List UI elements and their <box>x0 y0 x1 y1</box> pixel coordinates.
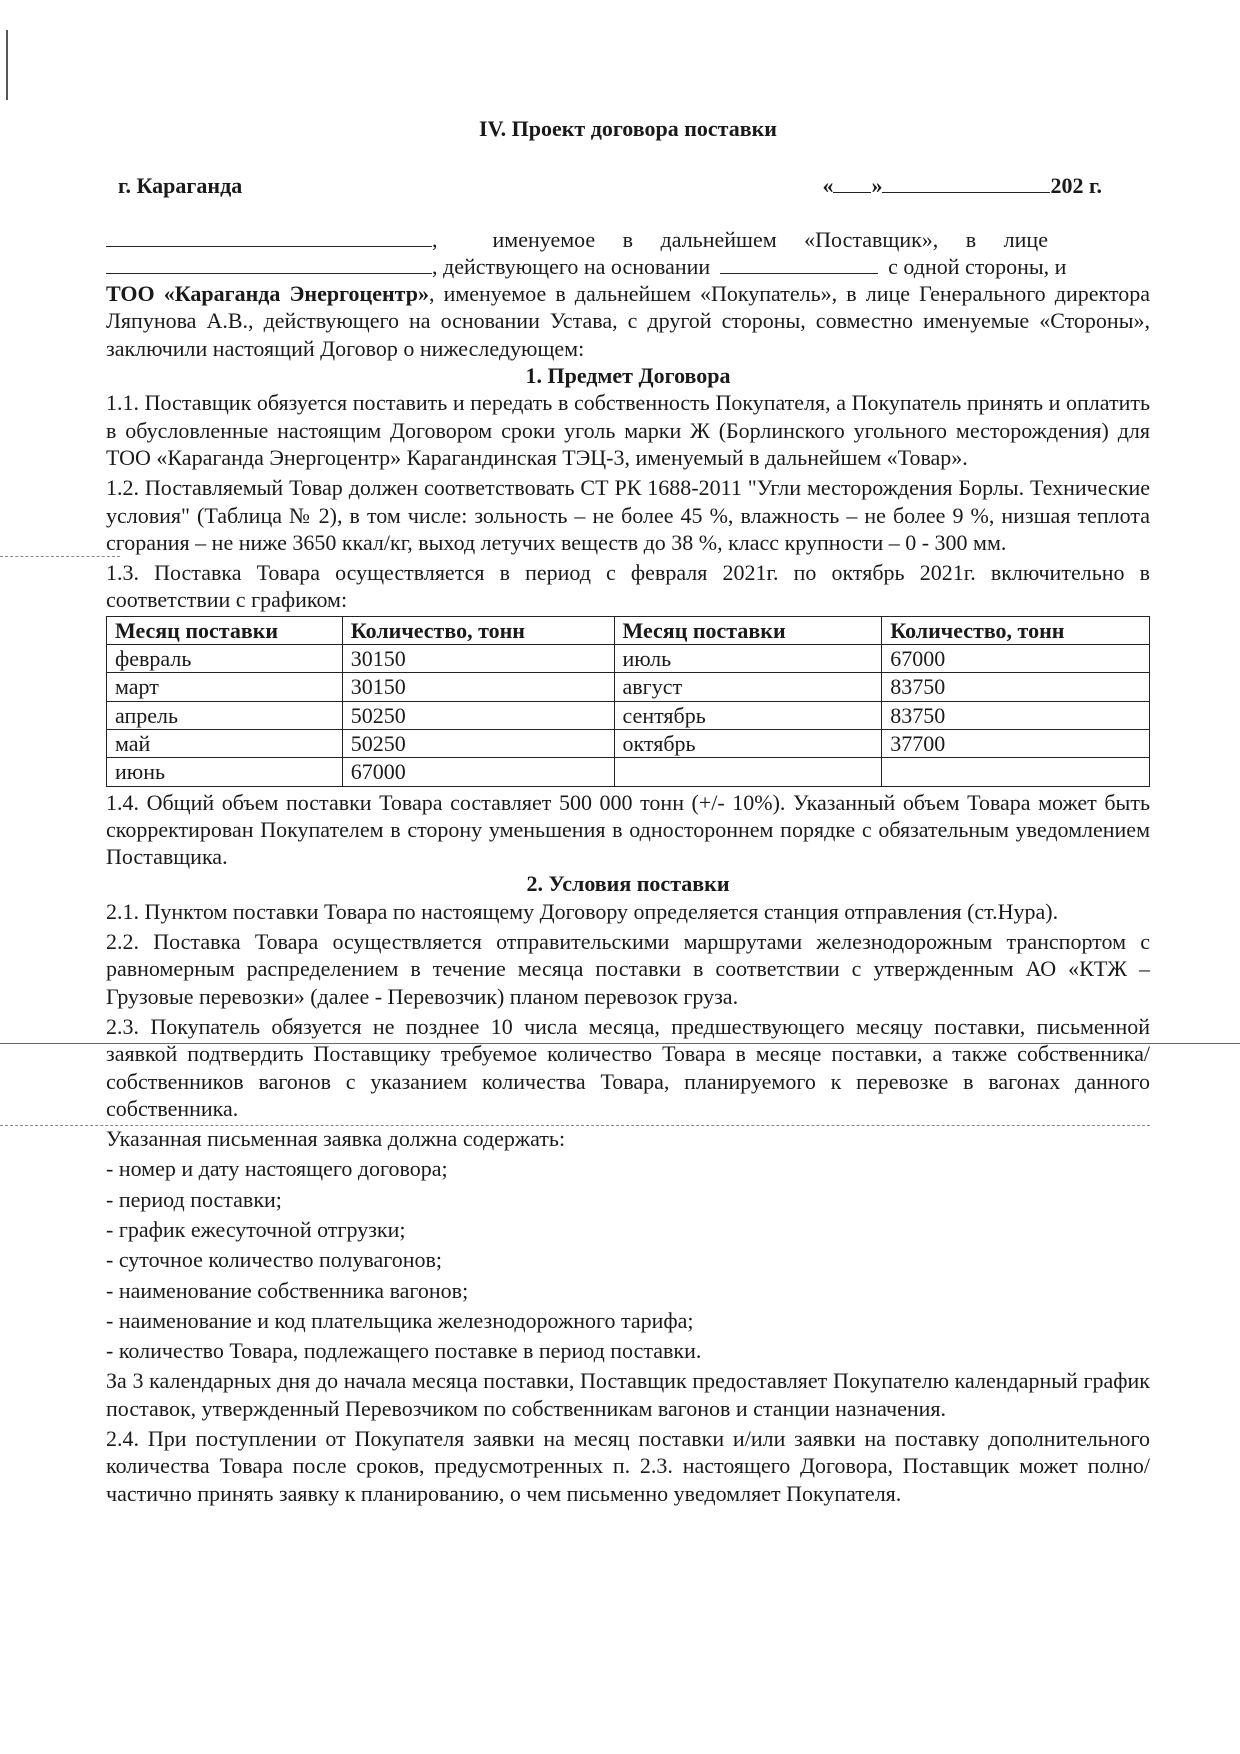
scan-edge-mark <box>6 30 8 100</box>
clause-1-1: 1.1. Поставщик обязуется поставить и передать в собственность Покупателя, а Покупатель принять и оплатить в обусловленные настоящим Договором сроки уголь марки Ж (Борлинского угольного месторождения) для ТОО «Караганда Энергоцентр» Карагандинская ТЭЦ-3, именуемый в дальнейшем «Товар». <box>106 390 1150 470</box>
date-close-quote: » <box>871 173 883 199</box>
section-1-title: 1. Предмет Договора <box>525 363 731 389</box>
table-cell: май <box>107 729 343 757</box>
intro-paragraph <box>106 280 1150 362</box>
table-row <box>107 673 1150 701</box>
table-cell: март <box>107 673 343 701</box>
list-item: - наименование и код плательщика железнодорожного тарифа; <box>106 1307 694 1333</box>
date-field <box>822 172 1102 199</box>
list-item: - номер и дату настоящего договора; <box>106 1156 448 1182</box>
table-cell: июль <box>614 645 882 673</box>
intro-line-2-tail: с одной стороны, и <box>888 253 1067 279</box>
list-item: - количество Товара, подлежащего поставке в период поставки. <box>106 1338 702 1364</box>
table-row <box>107 645 1150 673</box>
place-date-row <box>106 172 1150 199</box>
table-cell: 37700 <box>882 729 1150 757</box>
clause-2-1: 2.1. Пунктом поставки Товара по настоящему Договору определяется станция отправления (ст.Нура). <box>106 898 1059 924</box>
intro-line-2 <box>106 253 1150 280</box>
buyer-name: ТОО «Караганда Энергоцентр» <box>106 281 429 307</box>
table-row <box>107 729 1150 757</box>
table-cell: 67000 <box>882 645 1150 673</box>
section-2-title: 2. Условия поставки <box>526 871 730 897</box>
clause-2-4: 2.4. При поступлении от Покупателя заявки на месяц поставки и/или заявки на поставку дополнительного количества Товара после сроков, предусмотренных п. 2.3. настоящего Договора, Поставщик может полно/частично принять заявку к планированию, о чем письменно уведомляет Покупателя. <box>106 1426 1150 1506</box>
header-qty-1: Количество, тонн <box>342 616 614 644</box>
intro-line-1-text: , именуемое в дальнейшем «Поставщик», в лице <box>432 226 1048 252</box>
table-cell: 50250 <box>342 701 614 729</box>
intro-line-1 <box>106 226 1150 253</box>
clause-1-3: 1.3. Поставка Товара осуществляется в период с февраля 2021г. по октябрь 2021г. включительно в соответствии с графиком: <box>106 560 1150 613</box>
month-blank <box>882 174 1050 193</box>
delivery-schedule-table <box>106 616 1150 787</box>
intro-paragraph-text: , именуемое в дальнейшем «Покупатель», в лице Генерального директора Ляпунова А.В., действующего на основании Устава, с другой стороны, совместно именуемые «Стороны», заключили настоящий Договор о нижеследующем: <box>106 281 1150 361</box>
table-cell: 50250 <box>342 729 614 757</box>
supplier-name-blank <box>106 228 432 247</box>
header-month-2: Месяц поставки <box>614 616 882 644</box>
document-body <box>106 115 1150 1507</box>
page-title: IV. Проект договора поставки <box>479 116 777 141</box>
table-cell <box>614 758 882 786</box>
table-row <box>107 758 1150 786</box>
schedule-note: За 3 календарных дня до начала месяца поставки, Поставщик предоставляет Покупателю календарный график поставок, утвержденный Перевозчиком по собственникам вагонов и станции назначения. <box>106 1368 1150 1421</box>
table-cell: 67000 <box>342 758 614 786</box>
scan-dots-left <box>0 556 120 557</box>
representative-blank <box>106 255 432 274</box>
table-cell: октябрь <box>614 729 882 757</box>
table-cell: 83750 <box>882 673 1150 701</box>
day-blank <box>833 174 871 193</box>
table-cell: 83750 <box>882 701 1150 729</box>
header-qty-2: Количество, тонн <box>882 616 1150 644</box>
intro-line-2-mid: , действующего на основании <box>432 253 711 279</box>
table-cell: февраль <box>107 645 343 673</box>
table-cell <box>882 758 1150 786</box>
table-cell: 30150 <box>342 645 614 673</box>
list-item: - суточное количество полувагонов; <box>106 1247 443 1273</box>
list-item: - наименование собственника вагонов; <box>106 1277 469 1303</box>
table-row <box>107 701 1150 729</box>
date-year: 202 г. <box>1050 173 1102 199</box>
clause-2-3: 2.3. Покупатель обязуется не позднее 10 числа месяца, предшествующего месяцу поставки, письменной заявкой подтвердить Поставщику требуемое количество Товара в месяце поставки, а также собственника/собственников вагонов с указанием количества Товара, планируемого к перевозке в вагонах данного собственника. <box>106 1013 1150 1121</box>
table-cell: 30150 <box>342 673 614 701</box>
table-cell: июнь <box>107 758 343 786</box>
city: г. Караганда <box>118 173 243 199</box>
date-open-quote: « <box>822 173 834 199</box>
request-intro: Указанная письменная заявка должна содержать: <box>106 1126 566 1152</box>
table-header-row <box>107 616 1150 644</box>
clause-1-2: 1.2. Поставляемый Товар должен соответствовать СТ РК 1688-2011 "Угли месторождения Борлы. Технические условия" (Таблица № 2), в том числе: зольность – не более 45 %, влажность – не более 9 %, низшая теплота сгорания – не ниже 3650 ккал/кг, выход летучих веществ до 38 %, класс крупности – 0 - 300 мм. <box>106 475 1150 555</box>
table-cell: август <box>614 673 882 701</box>
table-cell: сентябрь <box>614 701 882 729</box>
table-cell: апрель <box>107 701 343 729</box>
clause-2-2: 2.2. Поставка Товара осуществляется отправительскими маршрутами железнодорожным транспортом с равномерным распределением в течение месяца поставки в соответствии с утвержденным АО «КТЖ – Грузовые перевозки» (далее - Перевозчик) планом перевозок груза. <box>106 929 1150 1009</box>
list-item: - график ежесуточной отгрузки; <box>106 1216 406 1242</box>
header-month-1: Месяц поставки <box>107 616 343 644</box>
basis-blank <box>720 255 878 274</box>
list-item: - период поставки; <box>106 1186 282 1212</box>
clause-1-4: 1.4. Общий объем поставки Товара составляет 500 000 тонн (+/- 10%). Указанный объем Товара может быть скорректирован Покупателем в сторону уменьшения в одностороннем порядке с обязательным уведомлением Поставщика. <box>106 789 1150 870</box>
